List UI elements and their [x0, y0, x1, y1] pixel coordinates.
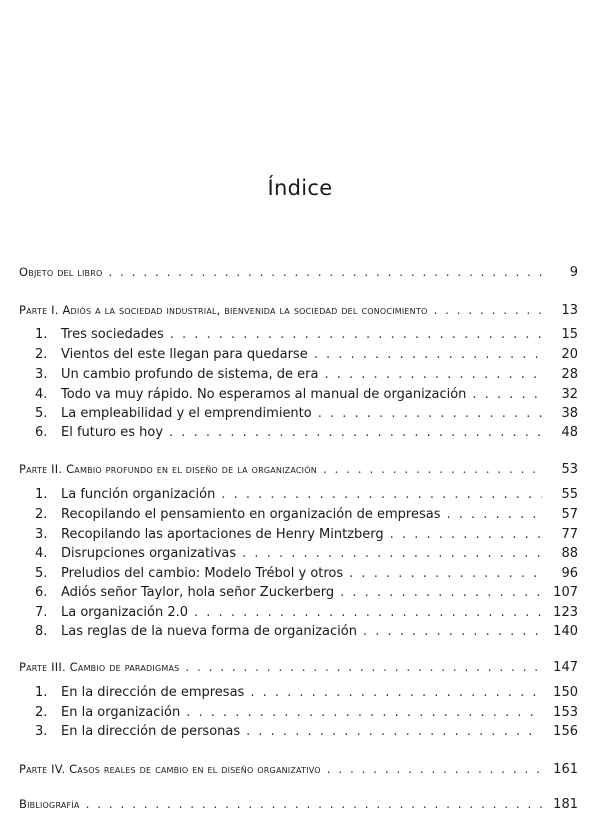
- dot-leader: [446, 506, 542, 524]
- toc-entry-page: 38: [561, 406, 578, 421]
- toc-entry-label: Disrupciones organizativas: [61, 546, 237, 561]
- toc-entry-page: 13: [561, 303, 578, 318]
- toc-chapter-number: 2.: [35, 705, 48, 720]
- toc-chapter: [35, 366, 578, 384]
- toc-entry-page: 53: [561, 462, 578, 477]
- toc-entry-label: Recopilando el pensamiento en organización de empresas: [61, 507, 441, 522]
- toc-chapter: [35, 723, 578, 741]
- toc-chapter: [35, 486, 578, 504]
- toc-chapter-number: 6.: [35, 425, 48, 440]
- toc-chapter: [35, 623, 578, 641]
- toc-entry-page: 107: [553, 585, 578, 600]
- toc-chapter-number: 1.: [35, 487, 48, 502]
- toc-entry-page: 96: [561, 566, 578, 581]
- toc-entry-label: Todo va muy rápido. No esperamos al manual de organización: [61, 387, 467, 402]
- toc-entry-label: Tres sociedades: [61, 327, 164, 342]
- dot-leader: [194, 604, 542, 622]
- toc-chapter-number: 8.: [35, 624, 48, 639]
- toc-chapter-number: 2.: [35, 347, 48, 362]
- toc-chapter-number: 3.: [35, 724, 48, 739]
- toc-chapter: [35, 604, 578, 622]
- toc-entry-bibliografia: [19, 795, 578, 813]
- toc-chapter-number: 6.: [35, 585, 48, 600]
- dot-leader: [433, 301, 542, 319]
- dot-leader: [250, 684, 542, 702]
- toc-chapter: [35, 506, 578, 524]
- toc-entry-page: 140: [553, 624, 578, 639]
- toc-entry-page: 15: [561, 327, 578, 342]
- toc-entry-label: En la dirección de personas: [61, 724, 241, 739]
- toc-part-3: [19, 658, 578, 676]
- dot-leader: [325, 366, 543, 384]
- toc-entry-label: Vientos del este llegan para quedarse: [61, 347, 308, 362]
- dot-leader: [86, 795, 542, 813]
- toc-chapter-number: 5.: [35, 406, 48, 421]
- toc-entry-label: Bibliografía: [19, 797, 80, 811]
- toc-part-1: [19, 301, 578, 319]
- toc-entry-page: 181: [553, 797, 578, 812]
- dot-leader: [185, 658, 542, 676]
- toc-entry-page: 147: [553, 660, 578, 675]
- toc-entry-page: 88: [561, 546, 578, 561]
- toc-entry-objeto: [19, 263, 578, 281]
- dot-leader: [363, 623, 542, 641]
- page-title: Índice: [267, 176, 333, 200]
- toc-entry-page: 55: [561, 487, 578, 502]
- toc-entry-page: 123: [553, 605, 578, 620]
- dot-leader: [340, 584, 542, 602]
- toc-entry-label: En la dirección de empresas: [61, 685, 245, 700]
- toc-entry-label: Parte III. Cambio de paradigmas: [19, 660, 180, 674]
- toc-entry-label: La empleabilidad y el emprendimiento: [61, 406, 312, 421]
- toc-chapter-number: 4.: [35, 546, 48, 561]
- dot-leader: [169, 424, 542, 442]
- toc-entry-label: El futuro es hoy: [61, 425, 164, 440]
- toc-entry-label: La organización 2.0: [61, 605, 189, 620]
- toc-part-2: [19, 460, 578, 478]
- toc-entry-label: En la organización: [61, 705, 181, 720]
- toc-entry-label: Un cambio profundo de sistema, de era: [61, 367, 319, 382]
- toc-entry-page: 28: [561, 367, 578, 382]
- toc-entry-label: Preludios del cambio: Modelo Trébol y otros: [61, 566, 344, 581]
- toc-chapter-number: 1.: [35, 685, 48, 700]
- toc-entry-label: Las reglas de la nueva forma de organización: [61, 624, 357, 639]
- dot-leader: [246, 723, 542, 741]
- toc-chapter-number: 3.: [35, 367, 48, 382]
- dot-leader: [314, 346, 542, 364]
- toc-chapter: [35, 684, 578, 702]
- toc-chapter-number: 5.: [35, 566, 48, 581]
- toc-entry-page: 48: [561, 425, 578, 440]
- toc-entry-label: Parte IV. Casos reales de cambio en el diseño organizativo: [19, 762, 321, 776]
- toc-chapter-number: 7.: [35, 605, 48, 620]
- toc-chapter-number: 4.: [35, 387, 48, 402]
- toc-entry-page: 9: [569, 265, 578, 280]
- toc-entry-label: Adiós señor Taylor, hola señor Zuckerberg: [61, 585, 335, 600]
- toc-entry-page: 32: [561, 387, 578, 402]
- toc-entry-page: 77: [561, 527, 578, 542]
- dot-leader: [390, 526, 542, 544]
- toc-entry-page: 57: [561, 507, 578, 522]
- toc-chapter: [35, 424, 578, 442]
- toc-part-4: [19, 760, 578, 778]
- dot-leader: [108, 263, 542, 281]
- dot-leader: [170, 326, 542, 344]
- toc-entry-label: Recopilando las aportaciones de Henry Mintzberg: [61, 527, 384, 542]
- dot-leader: [186, 704, 542, 722]
- toc-entry-label: Objeto del libro: [19, 265, 103, 279]
- toc-chapter: [35, 386, 578, 404]
- toc-entry-label: Parte I. Adiós a la sociedad industrial, bienvenida la sociedad del conocimiento: [19, 303, 428, 317]
- toc-entry-page: 156: [553, 724, 578, 739]
- toc-chapter-number: 3.: [35, 527, 48, 542]
- dot-leader: [349, 565, 542, 583]
- dot-leader: [327, 760, 542, 778]
- toc-chapter: [35, 326, 578, 344]
- dot-leader: [318, 405, 542, 423]
- toc-chapter: [35, 526, 578, 544]
- dot-leader: [242, 545, 542, 563]
- dot-leader: [472, 386, 542, 404]
- toc-chapter: [35, 704, 578, 722]
- toc-chapter: [35, 565, 578, 583]
- toc-chapter: [35, 405, 578, 423]
- toc-entry-label: La función organización: [61, 487, 216, 502]
- toc-chapter: [35, 584, 578, 602]
- toc-entry-page: 153: [553, 705, 578, 720]
- dot-leader: [323, 460, 542, 478]
- dot-leader: [221, 486, 542, 504]
- toc-chapter: [35, 545, 578, 563]
- toc-entry-page: 161: [553, 762, 578, 777]
- toc-chapter-number: 2.: [35, 507, 48, 522]
- toc-chapter-number: 1.: [35, 327, 48, 342]
- toc-chapter: [35, 346, 578, 364]
- toc-entry-page: 150: [553, 685, 578, 700]
- toc-entry-label: Parte II. Cambio profundo en el diseño de la organización: [19, 462, 317, 476]
- toc-entry-page: 20: [561, 347, 578, 362]
